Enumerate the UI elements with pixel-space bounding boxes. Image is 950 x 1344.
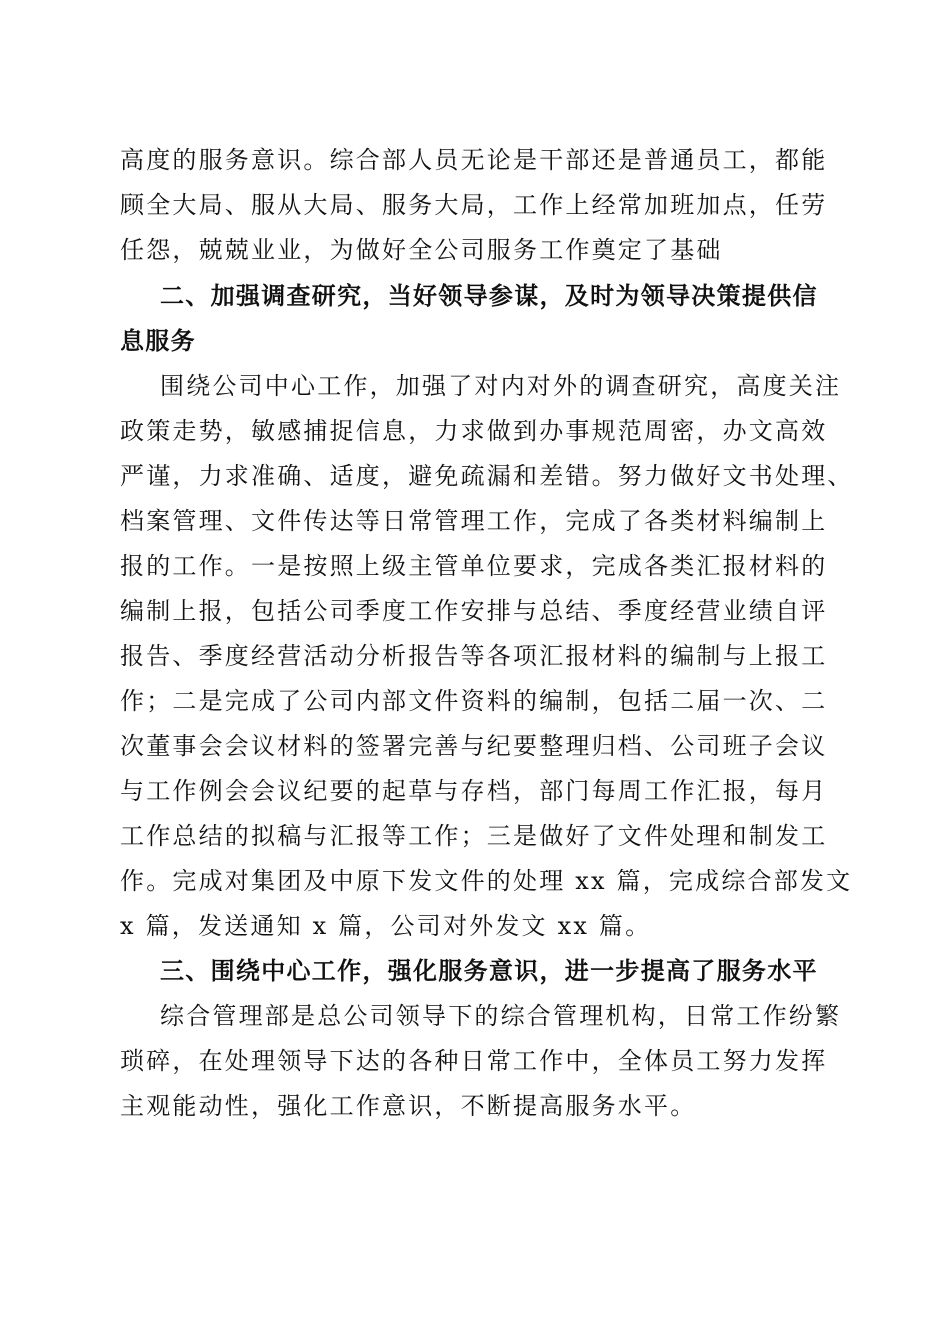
- text-line: 档案管理、文件传达等日常管理工作，完成了各类材料编制上: [120, 507, 828, 535]
- text-line: 次董事会会议材料的签署完善与纪要整理归档、公司班子会议: [120, 732, 828, 760]
- text-line: 综合管理部是总公司领导下的综合管理机构，日常工作纷繁: [160, 1002, 842, 1030]
- text-line: x 篇，发送通知 x 篇，公司对外发文 xx 篇。: [120, 912, 652, 940]
- text-line: 作；二是完成了公司内部文件资料的编制，包括二届一次、二: [120, 687, 828, 715]
- text-line: 主观能动性，强化工作意识，不断提高服务水平。: [120, 1092, 697, 1120]
- text-line: 政策走势，敏感捕捉信息，力求做到办事规范周密，办文高效: [120, 417, 828, 445]
- text-line: 严谨，力求准确、适度，避免疏漏和差错。努力做好文书处理、: [120, 462, 854, 490]
- text-line: 任怨，兢兢业业，为做好全公司服务工作奠定了基础: [120, 236, 723, 264]
- text-line: 琐碎，在处理领导下达的各种日常工作中，全体员工努力发挥: [120, 1047, 828, 1075]
- text-line: 报告、季度经营活动分析报告等各项汇报材料的编制与上报工: [120, 642, 828, 670]
- text-line: 报的工作。一是按照上级主管单位要求，完成各类汇报材料的: [120, 552, 828, 580]
- text-line: 顾全大局、服从大局、服务大局，工作上经常加班加点，任劳: [120, 191, 828, 219]
- section-2-heading-continued: 息服务: [120, 327, 196, 355]
- text-line: 围绕公司中心工作，加强了对内对外的调查研究，高度关注: [160, 372, 842, 400]
- text-line: 编制上报，包括公司季度工作安排与总结、季度经营业绩自评: [120, 597, 828, 625]
- text-line: 作。完成对集团及中原下发文件的处理 xx 篇，完成综合部发文: [120, 867, 853, 895]
- text-line: 与工作例会会议纪要的起草与存档，部门每周工作汇报，每月: [120, 777, 828, 805]
- section-3-heading: 三、围绕中心工作，强化服务意识，进一步提高了服务水平: [160, 957, 818, 985]
- section-2-heading: 二、加强调查研究，当好领导参谋，及时为领导决策提供信: [160, 282, 818, 310]
- text-line: 工作总结的拟稿与汇报等工作；三是做好了文件处理和制发工: [120, 822, 828, 850]
- text-line: 高度的服务意识。综合部人员无论是干部还是普通员工，都能: [120, 146, 828, 174]
